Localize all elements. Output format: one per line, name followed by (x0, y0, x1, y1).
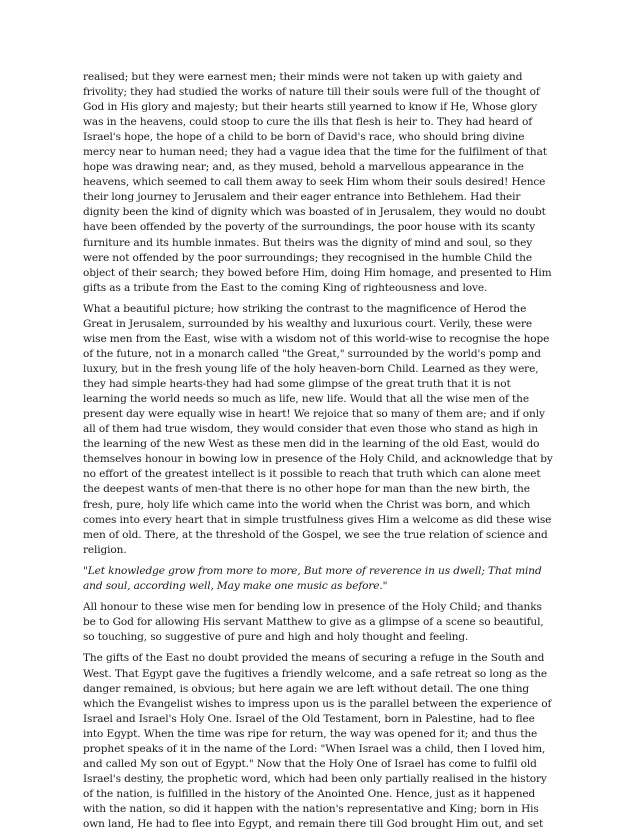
quote-knowledge-reverence: "Let knowledge grow from more to more, But more of reverence in us dwell; That mind and soul, according well, May make one music as before." (83, 564, 542, 592)
paragraph-beautiful-picture: What a beautiful picture; how striking the contrast to the magnificence of Herod the Great in Jerusalem, surrounded by his wealthy and luxurious court. Verily, these were wise men from the East, wise with a wisdom not of this world-wise to recognise the hope of the future, not in a monarch called "the Great," surrounded by the world's pomp and luxury, but in the fresh young life of the holy heaven-born Child. Learned as they were, they had simple hearts-they had had some glimpse of the great truth that it is not learning the world needs so much as life, new life. Would that all the wise men of the present day were equally wise in heart! We rejoice that so many of them are; and if only all of them had true wisdom, they would consider that even those who stand as high in the learning of the new West as these men did in the learning of the old East, would do themselves honour in bowing low in presence of the Holy Child, and acknowledge that by no effort of the greatest intellect is it possible to reach that truth which can alone meet the deepest wants of men-that there is no other hope for man than the new birth, the fresh, pure, holy life which came into the world when the Christ was born, and which comes into every heart that in simple trustfulness gives Him a welcome as did these wise men of old. There, at the threshold of the Gospel, we see the true relation of science and religion. (83, 302, 553, 556)
paragraph-all-honour: All honour to these wise men for bending low in presence of the Holy Child; and thanks be to God for allowing His servant Matthew to give as a glimpse of a scene so beautiful, so touching, so suggestive of pure and high and holy thought and feeling. (83, 601, 544, 644)
paragraph-magi-dignity: realised; but they were earnest men; their minds were not taken up with gaiety and frivolity; they had studied the works of nature till their souls were full of the thought of God in His glory and majesty; but their hearts still yearned to know if He, Whose glory was in the heavens, could stoop to cure the ills that flesh is heir to. They had heard of Israel's hope, the hope of a child to be born of David's race, who should bring divine mercy near to human need; they had a vague idea that the time for the fulfilment of that hope was drawing near; and, as they mused, behold a marvellous appearance in the heavens, which seemed to call them away to seek Him whom their souls desired! Hence their long journey to Jerusalem and their eager entrance into Bethlehem. Had their dignity been the kind of dignity which was boasted of in Jerusalem, they would no doubt have been offended by the poverty of the surroundings, the poor house with its scanty furniture and its humble inmates. But theirs was the dignity of mind and soul, so they were not offended by the poor surroundings; they recognised in the humble Child the object of their search; they bowed before Him, doing Him homage, and presented to Him gifts as a tribute from the East to the coming King of righteousness and love. (83, 71, 552, 294)
document-page (83, 70, 554, 838)
paragraph-gifts-of-the-east: The gifts of the East no doubt provided the means of securing a refuge in the South and West. That Egypt gave the fugitives a friendly welcome, and a safe retreat so long as the danger remained, is obvious; but here again we are left without detail. The one thing which the Evangelist wishes to impress upon us is the parallel between the experience of Israel and Israel's Holy One. Israel of the Old Testament, born in Palestine, had to flee into Egypt. When the time was ripe for return, the way was opened for it; and thus the prophet speaks of it in the name of the Lord: "When Israel was a child, then I loved him, and called My son out of Egypt." Now that the Holy One of Israel has come to fulfil old Israel's destiny, the prophetic word, which had been only partially realised in the history of the nation, is fulfilled in the history of the Anointed One. Hence, just as it happened with the nation, so did it happen with the nation's representative and King; born in His own land, He had to flee into Egypt, and remain there till God brought Him out, and set (83, 652, 552, 830)
